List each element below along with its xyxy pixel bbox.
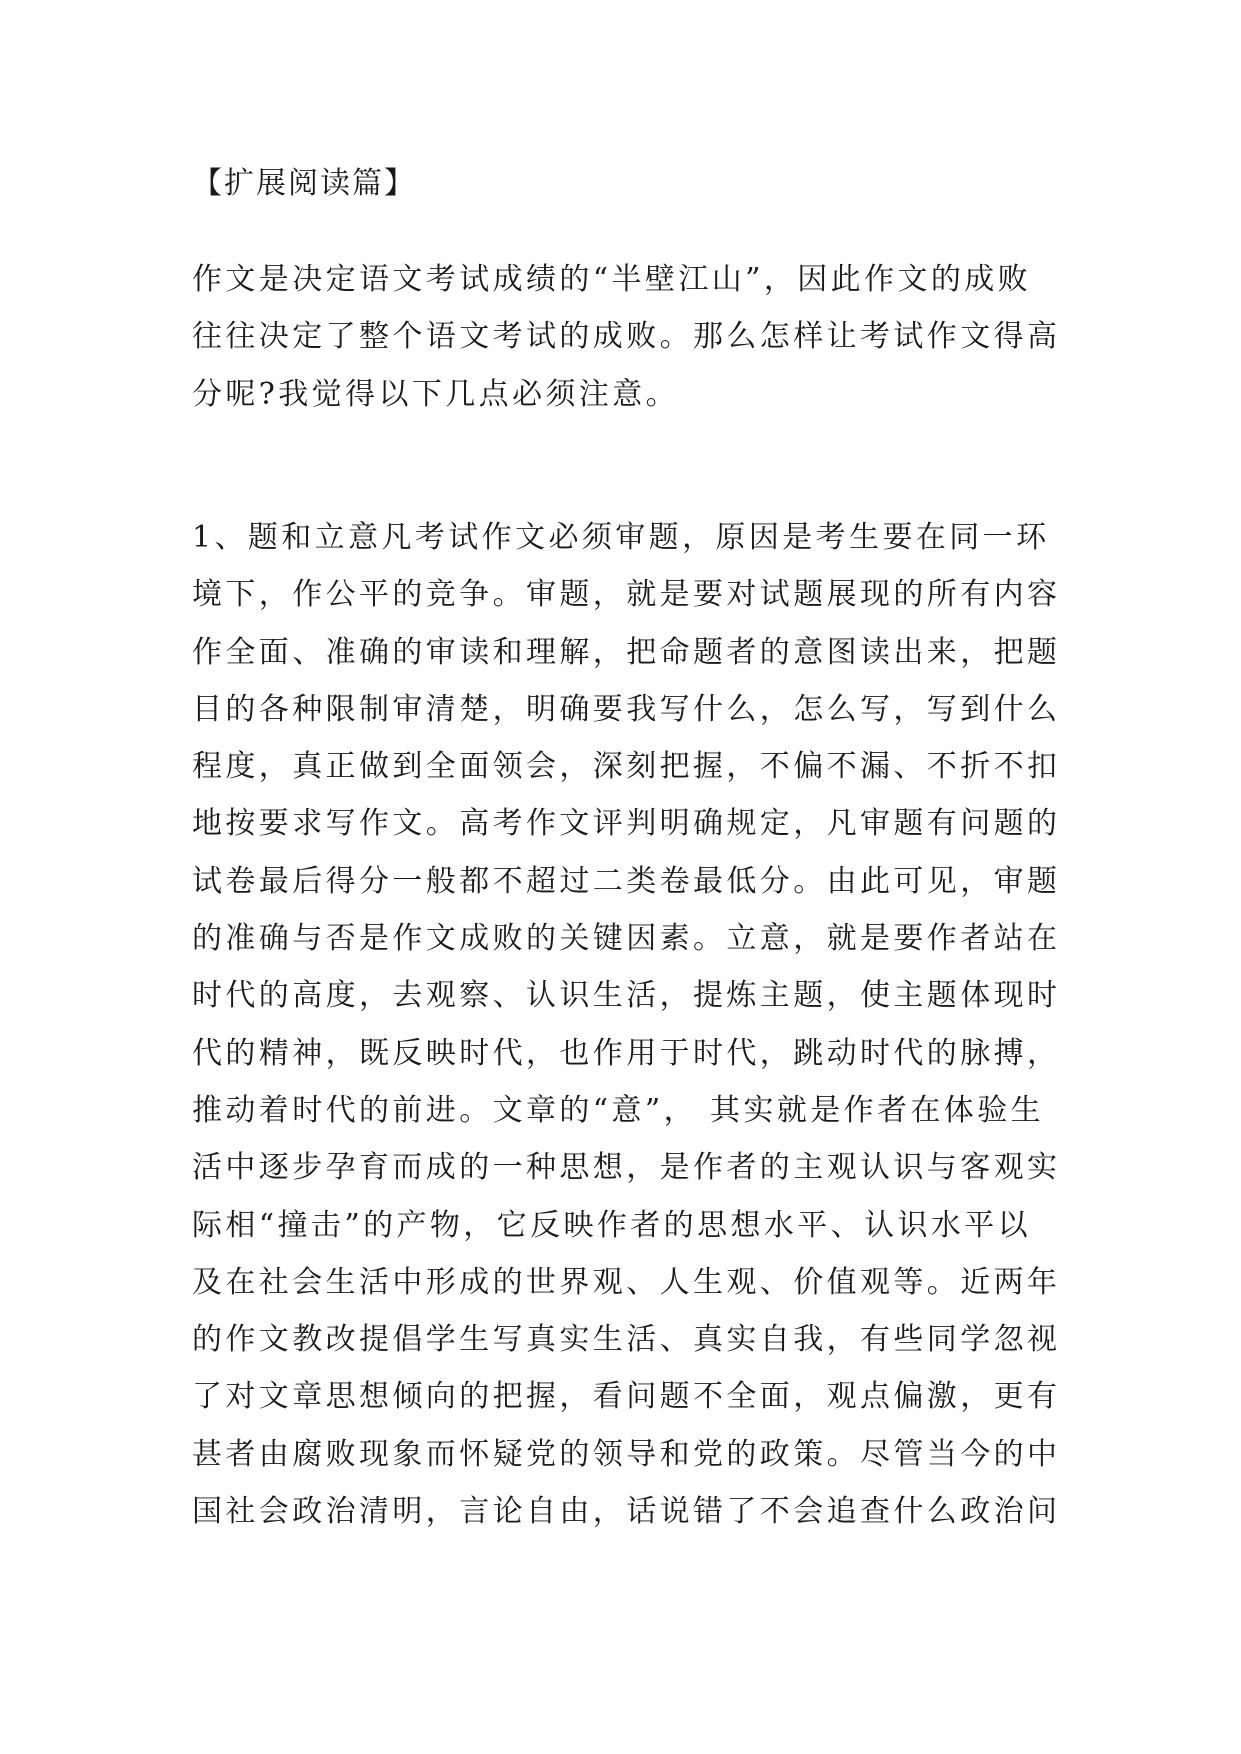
paragraph-line: 了对文章思想倾向的把握，看问题不全面，观点偏激，更有	[192, 1379, 1061, 1415]
paragraph-line: 分呢?我觉得以下几点必须注意。	[192, 376, 680, 412]
paragraph-line: 的作文教改提倡学生写真实生活、真实自我，有些同学忽视	[192, 1322, 1061, 1358]
section-heading: 【扩展阅读篇】	[192, 166, 416, 201]
paragraph-line: 及在社会生活中形成的世界观、人生观、价值观等。近两年	[192, 1264, 1061, 1300]
paragraph-line: 的准确与否是作文成败的关键因素。立意，就是要作者站在	[192, 921, 1061, 957]
paragraph-line: 目的各种限制审清楚，明确要我写什么，怎么写，写到什么	[192, 691, 1061, 727]
paragraph-line: 1、题和立意凡考试作文必须审题，原因是考生要在同一环	[192, 520, 1050, 555]
paragraph-line: 时代的高度，去观察、认识生活，提炼主题，使主题体现时	[192, 978, 1061, 1014]
paragraph-line: 地按要求写作文。高考作文评判明确规定，凡审题有问题的	[192, 806, 1061, 842]
paragraph-line: 程度，真正做到全面领会，深刻把握，不偏不漏、不折不扣	[192, 749, 1061, 785]
paragraph-line: 推动着时代的前进。文章的“意”， 其实就是作者在体验生	[192, 1092, 1045, 1128]
point-1-paragraph	[192, 509, 1064, 1540]
paragraph-line: 甚者由腐败现象而怀疑党的领导和党的政策。尽管当今的中	[192, 1436, 1061, 1472]
paragraph-line: 试卷最后得分一般都不超过二类卷最低分。由此可见，审题	[192, 863, 1061, 899]
paragraph-line: 际相“撞击”的产物，它反映作者的思想水平、认识水平以	[192, 1207, 1032, 1243]
paragraph-line: 作全面、准确的审读和理解，把命题者的意图读出来，把题	[192, 634, 1061, 670]
paragraph-line: 作文是决定语文考试成绩的“半壁江山”，因此作文的成败	[192, 262, 1032, 297]
intro-paragraph	[192, 251, 1064, 423]
paragraph-line: 代的精神，既反映时代，也作用于时代，跳动时代的脉搏，	[192, 1035, 1061, 1071]
paragraph-line: 往往决定了整个语文考试的成败。那么怎样让考试作文得高	[192, 319, 1061, 355]
paragraph-line: 国社会政治清明，言论自由，话说错了不会追查什么政治问	[192, 1494, 1061, 1530]
paragraph-line: 活中逐步孕育而成的一种思想，是作者的主观认识与客观实	[192, 1150, 1061, 1186]
paragraph-line: 境下，作公平的竞争。审题，就是要对试题展现的所有内容	[192, 577, 1061, 613]
